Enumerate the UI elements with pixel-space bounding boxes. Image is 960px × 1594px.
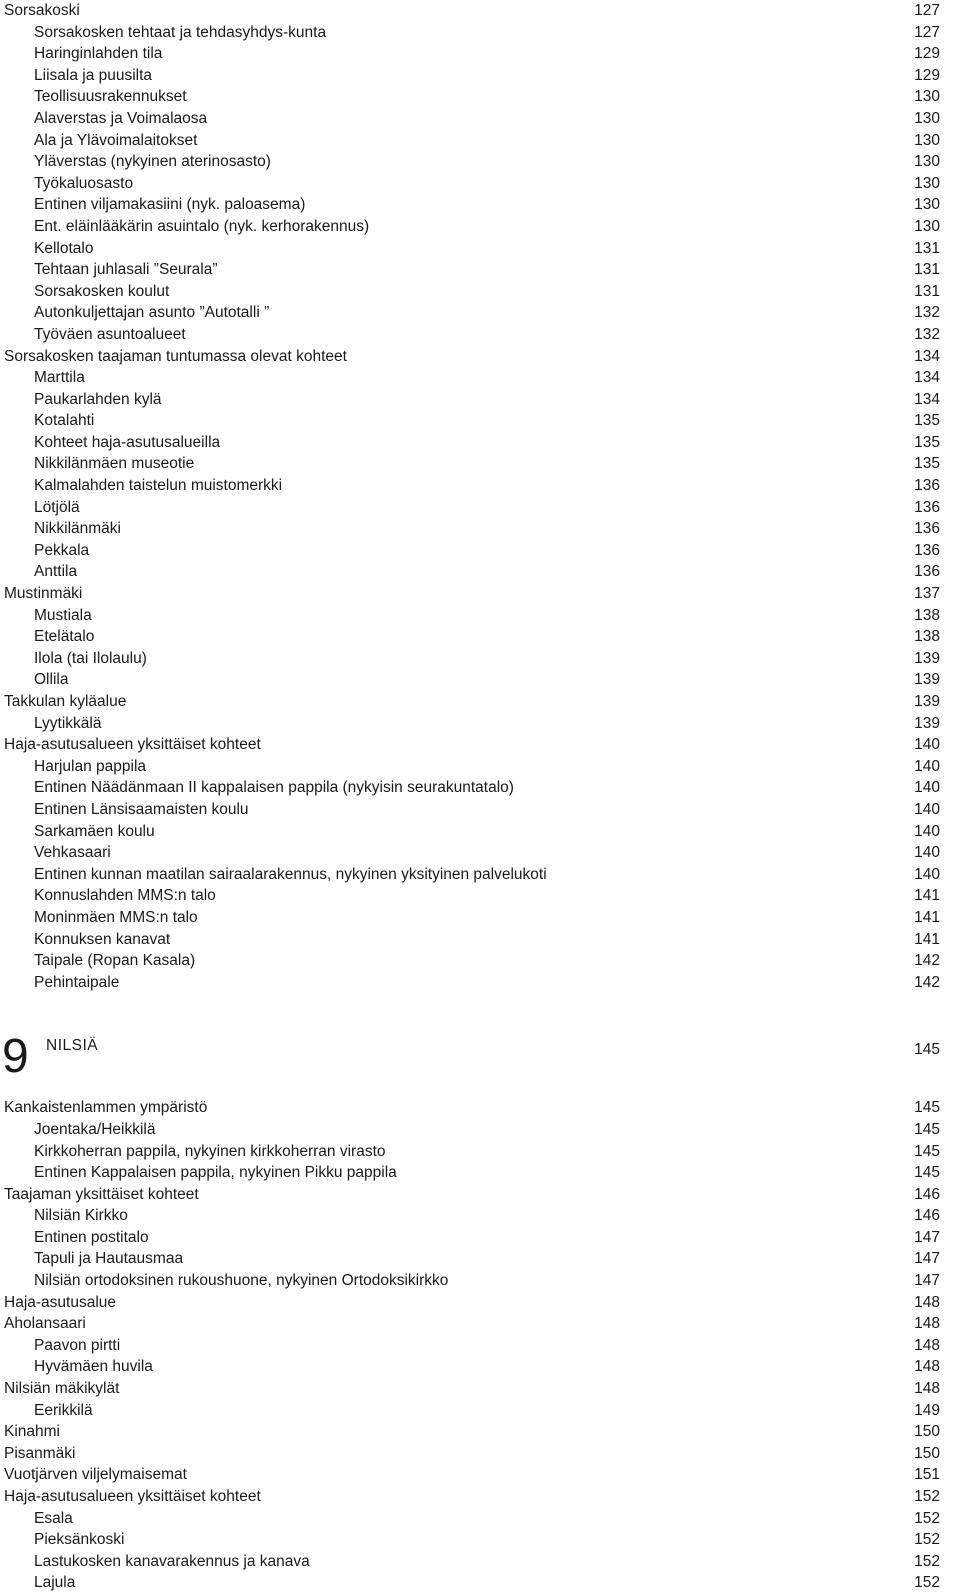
toc-entry-page-number: 131 xyxy=(914,261,940,279)
toc-entry-page-number: 134 xyxy=(914,369,940,387)
toc-entry-title: Entinen Näädänmaan II kappalaisen pappila (nykyisin seurakuntatalo) xyxy=(34,779,514,797)
toc-entry-page-number: 141 xyxy=(914,930,940,948)
toc-entry-title: Nilsiän mäkikylät xyxy=(4,1380,120,1398)
toc-entry-page-number: 152 xyxy=(914,1509,940,1527)
toc-subentry[interactable] xyxy=(0,1227,960,1249)
toc-entry-page-number: 135 xyxy=(914,455,940,473)
toc-entry-title: Haja-asutusalue xyxy=(4,1293,117,1311)
toc-entry-title: Entinen postitalo xyxy=(34,1228,149,1246)
toc-entry-title: Ollila xyxy=(34,671,69,689)
toc-entry-title: Lastukosken kanavarakennus ja kanava xyxy=(34,1552,310,1570)
toc-entry-title: Nikkilänmäki xyxy=(34,520,121,538)
toc-entry-page-number: 152 xyxy=(914,1574,940,1592)
toc-subentry[interactable] xyxy=(0,130,960,152)
toc-entry-page-number: 151 xyxy=(914,1466,940,1484)
toc-entry-page-number: 130 xyxy=(914,196,940,214)
toc-entry-title: Joentaka/Heikkilä xyxy=(34,1120,156,1138)
toc-entry-title: Paavon pirtti xyxy=(34,1336,121,1354)
toc-entry[interactable] xyxy=(0,583,960,605)
toc-entry-title: Lajula xyxy=(34,1574,76,1592)
toc-subentry[interactable] xyxy=(0,238,960,260)
toc-subentry[interactable] xyxy=(0,1400,960,1422)
toc-entry-title: Haja-asutusalueen yksittäiset kohteet xyxy=(4,736,261,754)
toc-entry-page-number: 148 xyxy=(914,1380,940,1398)
toc-entry[interactable] xyxy=(0,1486,960,1508)
toc-entry-title: Konnuksen kanavat xyxy=(34,930,171,948)
toc-entry[interactable] xyxy=(0,1464,960,1486)
toc-entry-title: Alaverstas ja Voimalaosa xyxy=(34,109,208,127)
toc-entry-page-number: 145 xyxy=(914,1164,940,1182)
toc-subentry[interactable] xyxy=(0,65,960,87)
toc-entry-page-number: 149 xyxy=(914,1401,940,1419)
toc-entry-title: Takkulan kyläalue xyxy=(4,693,127,710)
toc-subentry[interactable] xyxy=(0,43,960,65)
toc-entry-title: Entinen viljamakasiini (nyk. paloasema) xyxy=(34,196,306,214)
chapter-number: 9 xyxy=(2,1030,29,1084)
toc-entry-page-number: 138 xyxy=(914,628,940,646)
toc-section-nilsia xyxy=(0,1097,960,1594)
toc-entry-page-number: 140 xyxy=(914,736,940,754)
toc-entry-page-number: 145 xyxy=(914,1142,940,1160)
toc-entry-page-number: 141 xyxy=(914,908,940,926)
toc-entry-title: Nilsiän Kirkko xyxy=(34,1207,128,1225)
toc-entry-page-number: 147 xyxy=(914,1250,940,1268)
toc-entry-title: Konnuslahden MMS:n talo xyxy=(34,887,216,905)
toc-entry-title: Ilola (tai Ilolaulu) xyxy=(34,649,147,667)
toc-subentry[interactable] xyxy=(0,475,960,497)
toc-subentry[interactable] xyxy=(0,453,960,475)
toc-entry-title: Aholansaari xyxy=(4,1315,86,1333)
toc-subentry[interactable] xyxy=(0,367,960,389)
toc-entry-page-number: 152 xyxy=(914,1488,940,1505)
toc-subentry[interactable] xyxy=(0,281,960,303)
toc-entry-page-number: 130 xyxy=(914,153,940,171)
toc-subentry[interactable] xyxy=(0,1529,960,1551)
toc-entry-title: Ent. eläinlääkärin asuintalo (nyk. kerhorakennus) xyxy=(34,217,370,235)
toc-subentry[interactable] xyxy=(0,22,960,44)
toc-entry-title: Kohteet haja-asutusalueilla xyxy=(34,433,221,451)
toc-subentry[interactable] xyxy=(0,1508,960,1530)
toc-entry-title: Paukarlahden kylä xyxy=(34,390,162,408)
toc-entry-page-number: 140 xyxy=(914,865,940,883)
toc-subentry[interactable] xyxy=(0,950,960,972)
toc-subentry[interactable] xyxy=(0,1335,960,1357)
toc-entry-title: Sorsakosken tehtaat ja tehdasyhdys-kunta xyxy=(34,23,327,41)
toc-entry[interactable] xyxy=(0,1421,960,1443)
toc-entry-page-number: 146 xyxy=(914,1207,940,1225)
toc-entry-page-number: 137 xyxy=(914,585,940,603)
toc-subentry[interactable] xyxy=(0,173,960,195)
toc-entry-title: Ala ja Ylävoimalaitokset xyxy=(34,131,198,149)
toc-entry[interactable] xyxy=(0,734,960,756)
toc-entry-title: Yläverstas (nykyinen aterinosasto) xyxy=(34,153,271,171)
toc-entry-page-number: 129 xyxy=(914,45,940,63)
toc-entry-page-number: 142 xyxy=(914,952,940,970)
toc-subentry[interactable] xyxy=(0,864,960,886)
toc-entry-title: Eerikkilä xyxy=(34,1401,93,1419)
toc-subentry[interactable] xyxy=(0,648,960,670)
toc-subentry[interactable] xyxy=(0,540,960,562)
toc-entry-page-number: 127 xyxy=(914,23,940,41)
toc-subentry[interactable] xyxy=(0,713,960,735)
toc-entry-title: Pehintaipale xyxy=(34,973,120,991)
toc-subentry[interactable] xyxy=(0,1551,960,1573)
toc-subentry[interactable] xyxy=(0,1119,960,1141)
toc-entry-title: Mustiala xyxy=(34,606,92,624)
toc-entry-page-number: 132 xyxy=(914,325,940,343)
toc-entry-title: Vehkasaari xyxy=(34,844,111,862)
toc-entry-title: Työväen asuntoalueet xyxy=(34,325,186,343)
toc-subentry[interactable] xyxy=(0,216,960,238)
toc-subentry[interactable] xyxy=(0,777,960,799)
toc-subentry[interactable] xyxy=(0,194,960,216)
toc-entry-page-number: 130 xyxy=(914,109,940,127)
toc-entry[interactable] xyxy=(0,1097,960,1119)
toc-subentry[interactable] xyxy=(0,324,960,346)
toc-entry-page-number: 131 xyxy=(914,239,940,257)
toc-entry[interactable] xyxy=(0,1313,960,1335)
toc-entry-page-number: 139 xyxy=(914,671,940,689)
toc-entry-page-number: 140 xyxy=(914,844,940,862)
toc-entry-title: Kirkkoherran pappila, nykyinen kirkkoherran virasto xyxy=(34,1142,386,1160)
toc-entry-title: Autonkuljettajan asunto ”Autotalli ” xyxy=(34,304,270,322)
toc-entry-page-number: 140 xyxy=(914,779,940,797)
toc-entry-title: Työkaluosasto xyxy=(34,174,134,192)
toc-entry-page-number: 150 xyxy=(914,1444,940,1462)
toc-entry-title: Haja-asutusalueen yksittäiset kohteet xyxy=(4,1488,261,1505)
toc-subentry[interactable] xyxy=(0,1270,960,1292)
toc-subentry[interactable] xyxy=(0,497,960,519)
toc-entry-title: Teollisuusrakennukset xyxy=(34,88,187,106)
toc-entry[interactable] xyxy=(0,1443,960,1465)
toc-entry-page-number: 139 xyxy=(914,693,940,710)
toc-entry-page-number: 148 xyxy=(914,1293,940,1311)
toc-entry-page-number: 145 xyxy=(914,1099,940,1117)
toc-subentry[interactable] xyxy=(0,821,960,843)
toc-entry-title: Moninmäen MMS:n talo xyxy=(34,908,198,926)
toc-subentry[interactable] xyxy=(0,432,960,454)
toc-subentry[interactable] xyxy=(0,626,960,648)
toc-subentry[interactable] xyxy=(0,929,960,951)
toc-subentry[interactable] xyxy=(0,561,960,583)
toc-entry-title: Hyvämäen huvila xyxy=(34,1358,153,1376)
toc-subentry[interactable] xyxy=(0,1162,960,1184)
toc-entry-title: Sorsakoski xyxy=(4,2,80,19)
chapter-title: NILSIÄ xyxy=(46,1037,99,1055)
toc-entry-page-number: 147 xyxy=(914,1228,940,1246)
toc-subentry[interactable] xyxy=(0,1141,960,1163)
toc-entry-title: Kankaistenlammen ympäristö xyxy=(4,1099,208,1117)
toc-entry-title: Tehtaan juhlasali ”Seurala” xyxy=(34,261,218,279)
toc-entry-title: Pekkala xyxy=(34,541,90,559)
toc-subentry[interactable] xyxy=(0,108,960,130)
toc-entry[interactable] xyxy=(0,0,960,22)
toc-entry-title: Mustinmäki xyxy=(4,585,83,603)
toc-subentry[interactable] xyxy=(0,151,960,173)
toc-entry-page-number: 129 xyxy=(914,66,940,84)
toc-entry-page-number: 132 xyxy=(914,304,940,322)
toc-subentry[interactable] xyxy=(0,756,960,778)
toc-entry-page-number: 135 xyxy=(914,433,940,451)
toc-subentry[interactable] xyxy=(0,259,960,281)
toc-subentry[interactable] xyxy=(0,605,960,627)
toc-entry-title: Nilsiän ortodoksinen rukoushuone, nykyinen Ortodoksikirkko xyxy=(34,1272,449,1290)
toc-entry-title: Sorsakosken taajaman tuntumassa olevat kohteet xyxy=(4,347,347,365)
toc-entry-title: Marttila xyxy=(34,369,85,387)
toc-entry-title: Sorsakosken koulut xyxy=(34,282,170,300)
toc-subentry[interactable] xyxy=(0,86,960,108)
toc-entry-page-number: 130 xyxy=(914,174,940,192)
toc-entry-page-number: 148 xyxy=(914,1358,940,1376)
toc-subentry[interactable] xyxy=(0,1572,960,1594)
toc-entry-title: Entinen Länsisaamaisten koulu xyxy=(34,800,249,818)
toc-entry-title: Taajaman yksittäiset kohteet xyxy=(4,1185,199,1203)
toc-entry[interactable] xyxy=(0,1184,960,1206)
toc-entry-page-number: 140 xyxy=(914,800,940,818)
toc-entry-page-number: 136 xyxy=(914,477,940,495)
toc-entry[interactable] xyxy=(0,691,960,713)
toc-entry-page-number: 136 xyxy=(914,498,940,516)
toc-entry-title: Kalmalahden taistelun muistomerkki xyxy=(34,477,283,495)
toc-entry-page-number: 141 xyxy=(914,887,940,905)
toc-subentry[interactable] xyxy=(0,972,960,994)
toc-entry-title: Pisanmäki xyxy=(4,1444,76,1462)
toc-entry-page-number: 140 xyxy=(914,822,940,840)
toc-entry-page-number: 139 xyxy=(914,649,940,667)
toc-subentry[interactable] xyxy=(0,669,960,691)
toc-entry-title: Haringinlahden tila xyxy=(34,45,163,63)
toc-entry-title: Pieksänkoski xyxy=(34,1531,125,1549)
toc-entry-page-number: 130 xyxy=(914,217,940,235)
toc-entry-page-number: 152 xyxy=(914,1552,940,1570)
toc-entry-title: Entinen kunnan maatilan sairaalarakennus, nykyinen yksityinen palvelukoti xyxy=(34,865,547,883)
toc-subentry[interactable] xyxy=(0,302,960,324)
toc-entry-title: Etelätalo xyxy=(34,628,95,646)
toc-entry-page-number: 136 xyxy=(914,541,940,559)
toc-entry-page-number: 148 xyxy=(914,1336,940,1354)
toc-entry-page-number: 130 xyxy=(914,88,940,106)
toc-subentry[interactable] xyxy=(0,389,960,411)
toc-entry-title: Nikkilänmäen museotie xyxy=(34,455,195,473)
toc-entry-page-number: 148 xyxy=(914,1315,940,1333)
toc-entry-title: Liisala ja puusilta xyxy=(34,66,153,84)
toc-entry-title: Vuotjärven viljelymaisemat xyxy=(4,1466,187,1484)
toc-entry-page-number: 145 xyxy=(914,1120,940,1138)
toc-subentry[interactable] xyxy=(0,885,960,907)
toc-entry-page-number: 136 xyxy=(914,563,940,581)
toc-subentry[interactable] xyxy=(0,907,960,929)
toc-entry[interactable] xyxy=(0,1378,960,1400)
toc-subentry[interactable] xyxy=(0,1356,960,1378)
toc-entry[interactable] xyxy=(0,346,960,368)
toc-subentry[interactable] xyxy=(0,518,960,540)
toc-entry-page-number: 138 xyxy=(914,606,940,624)
toc-entry-page-number: 147 xyxy=(914,1272,940,1290)
toc-entry-title: Esala xyxy=(34,1509,73,1527)
toc-subentry[interactable] xyxy=(0,842,960,864)
toc-entry[interactable] xyxy=(0,1292,960,1314)
toc-entry-title: Kotalahti xyxy=(34,412,95,430)
toc-subentry[interactable] xyxy=(0,1248,960,1270)
toc-entry-page-number: 135 xyxy=(914,412,940,430)
toc-entry-title: Taipale (Ropan Kasala) xyxy=(34,952,196,970)
toc-entry-page-number: 136 xyxy=(914,520,940,538)
toc-subentry[interactable] xyxy=(0,410,960,432)
toc-entry-title: Entinen Kappalaisen pappila, nykyinen Pikku pappila xyxy=(34,1164,397,1182)
toc-entry-page-number: 140 xyxy=(914,757,940,775)
toc-entry-title: Kellotalo xyxy=(34,239,94,257)
toc-entry-page-number: 127 xyxy=(914,2,940,19)
toc-entry-page-number: 150 xyxy=(914,1423,940,1441)
toc-entry-page-number: 152 xyxy=(914,1531,940,1549)
toc-entry-title: Lötjölä xyxy=(34,498,80,516)
toc-entry-title: Lyytikkälä xyxy=(34,714,102,732)
chapter-heading xyxy=(0,1031,960,1097)
toc-entry-page-number: 139 xyxy=(914,714,940,732)
toc-entry-title: Anttila xyxy=(34,563,78,581)
toc-entry-page-number: 131 xyxy=(914,282,940,300)
toc-entry-page-number: 130 xyxy=(914,131,940,149)
toc-entry-title: Harjulan pappila xyxy=(34,757,147,775)
toc-entry-page-number: 134 xyxy=(914,390,940,408)
toc-entry-page-number: 142 xyxy=(914,973,940,991)
toc-entry-page-number: 134 xyxy=(914,347,940,365)
toc-subentry[interactable] xyxy=(0,1205,960,1227)
toc-entry-title: Kinahmi xyxy=(4,1423,60,1441)
toc-entry-title: Tapuli ja Hautausmaa xyxy=(34,1250,184,1268)
chapter-page-number: 145 xyxy=(914,1041,940,1059)
toc-subentry[interactable] xyxy=(0,799,960,821)
toc-entry-page-number: 146 xyxy=(914,1185,940,1203)
toc-entry-title: Sarkamäen koulu xyxy=(34,822,155,840)
